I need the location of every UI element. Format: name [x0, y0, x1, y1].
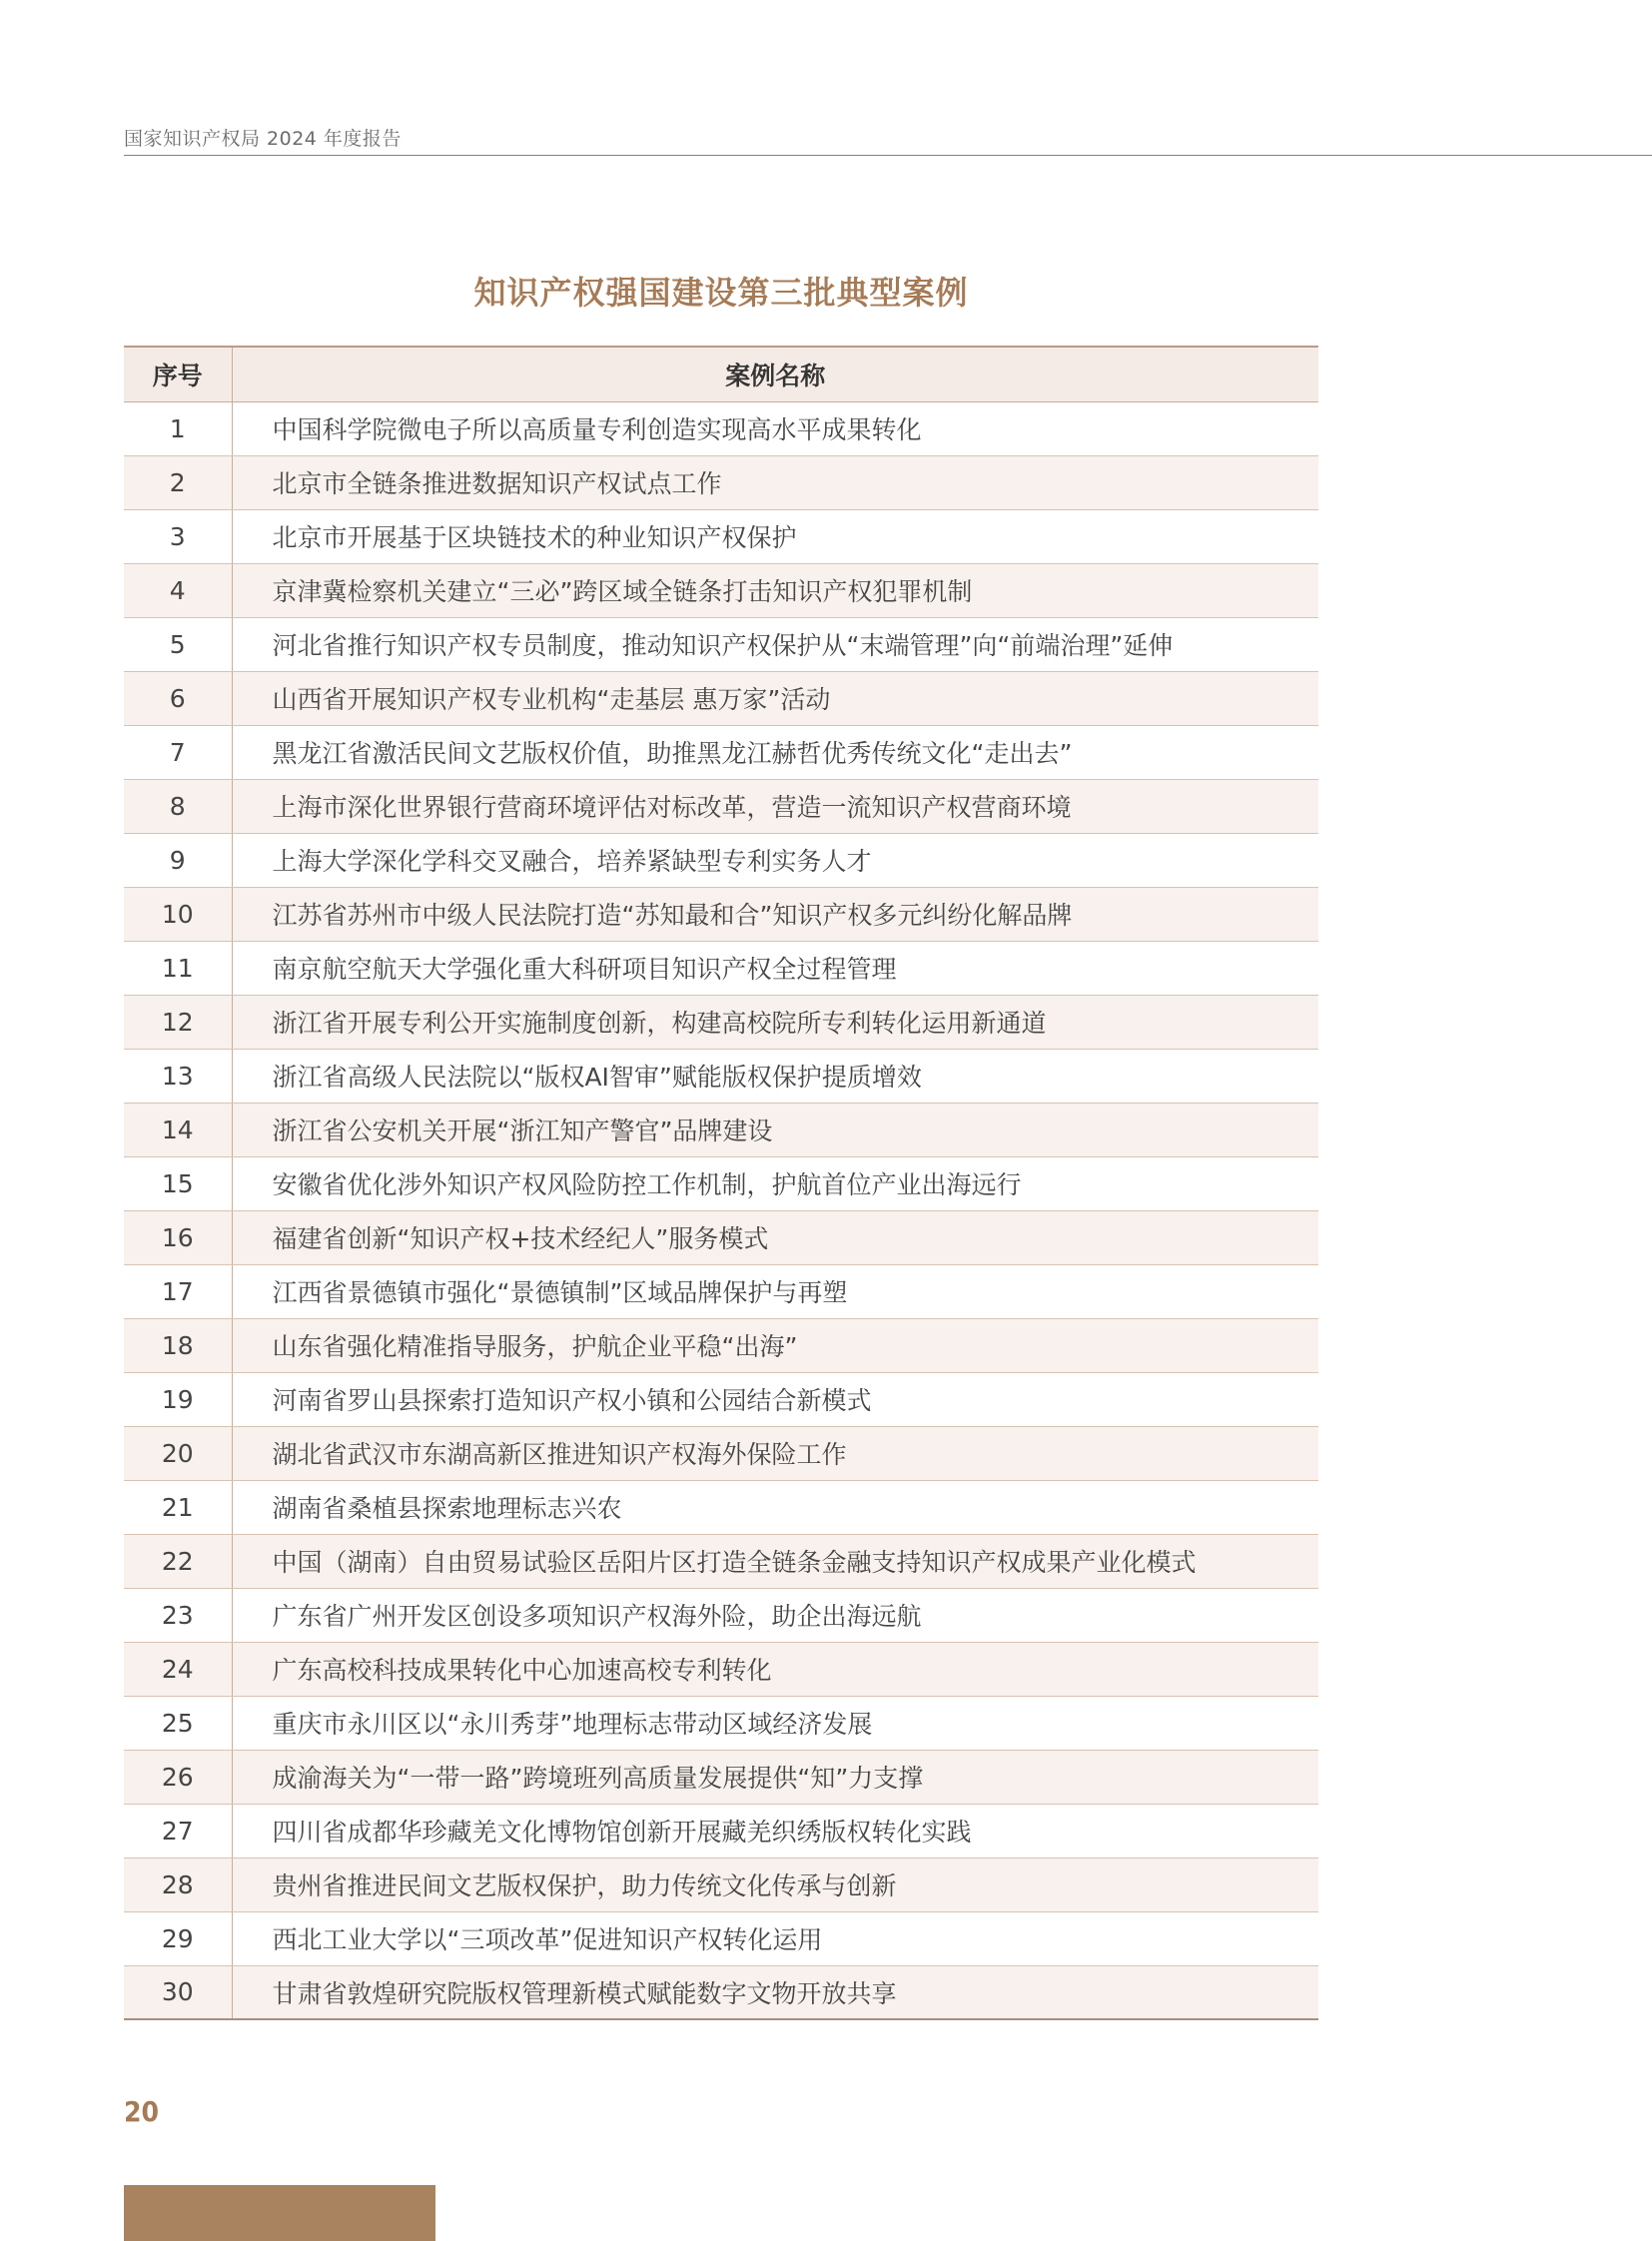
case-name: 南京航空航天大学强化重大科研项目知识产权全过程管理 [232, 941, 1318, 995]
case-number: 4 [124, 563, 232, 617]
case-name: 浙江省高级人民法院以“版权AI智审”赋能版权保护提质增效 [232, 1049, 1318, 1103]
table-row [124, 1049, 1318, 1103]
case-number: 12 [124, 995, 232, 1049]
table-row [124, 1372, 1318, 1426]
case-number: 10 [124, 887, 232, 941]
case-number: 9 [124, 833, 232, 887]
table-row [124, 1750, 1318, 1804]
case-name: 北京市全链条推进数据知识产权试点工作 [232, 455, 1318, 509]
table-row [124, 509, 1318, 563]
footer-decorative-bar [124, 2185, 435, 2241]
table-row [124, 1480, 1318, 1534]
column-header-case-name: 案例名称 [232, 347, 1318, 401]
case-number: 29 [124, 1911, 232, 1965]
table-row [124, 1588, 1318, 1642]
case-number: 26 [124, 1750, 232, 1804]
case-name: 上海大学深化学科交叉融合，培养紧缺型专利实务人才 [232, 833, 1318, 887]
case-name: 重庆市永川区以“永川秀芽”地理标志带动区域经济发展 [232, 1696, 1318, 1750]
case-number: 11 [124, 941, 232, 995]
case-name: 浙江省公安机关开展“浙江知产警官”品牌建设 [232, 1103, 1318, 1156]
case-name: 江苏省苏州市中级人民法院打造“苏知最和合”知识产权多元纠纷化解品牌 [232, 887, 1318, 941]
case-number: 30 [124, 1965, 232, 2019]
case-number: 16 [124, 1210, 232, 1264]
case-number: 17 [124, 1264, 232, 1318]
table-row [124, 401, 1318, 455]
case-number: 19 [124, 1372, 232, 1426]
case-name: 广东高校科技成果转化中心加速高校专利转化 [232, 1642, 1318, 1696]
running-header: 国家知识产权局 2024 年度报告 [124, 128, 402, 150]
table-row [124, 671, 1318, 725]
table-row [124, 1210, 1318, 1264]
table-row [124, 941, 1318, 995]
table-row [124, 455, 1318, 509]
case-name: 福建省创新“知识产权+技术经纪人”服务模式 [232, 1210, 1318, 1264]
table-row [124, 1264, 1318, 1318]
table-row [124, 1965, 1318, 2019]
page-title: 知识产权强国建设第三批典型案例 [473, 274, 969, 312]
table-row [124, 563, 1318, 617]
case-number: 20 [124, 1426, 232, 1480]
case-name: 湖北省武汉市东湖高新区推进知识产权海外保险工作 [232, 1426, 1318, 1480]
case-number: 21 [124, 1480, 232, 1534]
table-row [124, 617, 1318, 671]
table-header-row [124, 347, 1318, 401]
case-number: 3 [124, 509, 232, 563]
case-name: 安徽省优化涉外知识产权风险防控工作机制，护航首位产业出海远行 [232, 1156, 1318, 1210]
table-row [124, 1534, 1318, 1588]
table-row [124, 887, 1318, 941]
table-row [124, 1804, 1318, 1858]
case-name: 广东省广州开发区创设多项知识产权海外险，助企出海远航 [232, 1588, 1318, 1642]
table-row [124, 833, 1318, 887]
case-name: 甘肃省敦煌研究院版权管理新模式赋能数字文物开放共享 [232, 1965, 1318, 2019]
table-row [124, 1858, 1318, 1911]
case-name: 黑龙江省激活民间文艺版权价值，助推黑龙江赫哲优秀传统文化“走出去” [232, 725, 1318, 779]
case-name: 湖南省桑植县探索地理标志兴农 [232, 1480, 1318, 1534]
case-name: 成渝海关为“一带一路”跨境班列高质量发展提供“知”力支撑 [232, 1750, 1318, 1804]
table-body [124, 401, 1318, 2019]
case-number: 27 [124, 1804, 232, 1858]
case-name: 贵州省推进民间文艺版权保护，助力传统文化传承与创新 [232, 1858, 1318, 1911]
case-number: 23 [124, 1588, 232, 1642]
table-row [124, 995, 1318, 1049]
case-name: 河北省推行知识产权专员制度，推动知识产权保护从“末端管理”向“前端治理”延伸 [232, 617, 1318, 671]
case-name: 山西省开展知识产权专业机构“走基层 惠万家”活动 [232, 671, 1318, 725]
case-name: 山东省强化精准指导服务，护航企业平稳“出海” [232, 1318, 1318, 1372]
table-row [124, 1426, 1318, 1480]
case-number: 14 [124, 1103, 232, 1156]
case-number: 24 [124, 1642, 232, 1696]
case-number: 22 [124, 1534, 232, 1588]
case-number: 2 [124, 455, 232, 509]
table-row [124, 1696, 1318, 1750]
case-number: 5 [124, 617, 232, 671]
table-row [124, 1642, 1318, 1696]
case-name: 北京市开展基于区块链技术的种业知识产权保护 [232, 509, 1318, 563]
case-name: 四川省成都华珍藏羌文化博物馆创新开展藏羌织绣版权转化实践 [232, 1804, 1318, 1858]
table-row [124, 779, 1318, 833]
case-number: 7 [124, 725, 232, 779]
case-name: 中国（湖南）自由贸易试验区岳阳片区打造全链条金融支持知识产权成果产业化模式 [232, 1534, 1318, 1588]
table-row [124, 1156, 1318, 1210]
table-row [124, 1103, 1318, 1156]
case-number: 13 [124, 1049, 232, 1103]
column-header-number: 序号 [124, 347, 232, 401]
case-name: 浙江省开展专利公开实施制度创新，构建高校院所专利转化运用新通道 [232, 995, 1318, 1049]
case-number: 1 [124, 401, 232, 455]
case-number: 18 [124, 1318, 232, 1372]
case-number: 6 [124, 671, 232, 725]
case-name: 江西省景德镇市强化“景德镇制”区域品牌保护与再塑 [232, 1264, 1318, 1318]
header-divider [124, 155, 1652, 156]
table-row [124, 1318, 1318, 1372]
case-name: 京津冀检察机关建立“三必”跨区域全链条打击知识产权犯罪机制 [232, 563, 1318, 617]
case-name: 上海市深化世界银行营商环境评估对标改革，营造一流知识产权营商环境 [232, 779, 1318, 833]
case-name: 西北工业大学以“三项改革”促进知识产权转化运用 [232, 1911, 1318, 1965]
case-name: 中国科学院微电子所以高质量专利创造实现高水平成果转化 [232, 401, 1318, 455]
case-name: 河南省罗山县探索打造知识产权小镇和公园结合新模式 [232, 1372, 1318, 1426]
page-number: 20 [124, 2095, 160, 2128]
table-row [124, 725, 1318, 779]
typical-cases-table [124, 346, 1318, 2020]
table-row [124, 1911, 1318, 1965]
case-number: 25 [124, 1696, 232, 1750]
case-number: 15 [124, 1156, 232, 1210]
case-number: 28 [124, 1858, 232, 1911]
case-number: 8 [124, 779, 232, 833]
